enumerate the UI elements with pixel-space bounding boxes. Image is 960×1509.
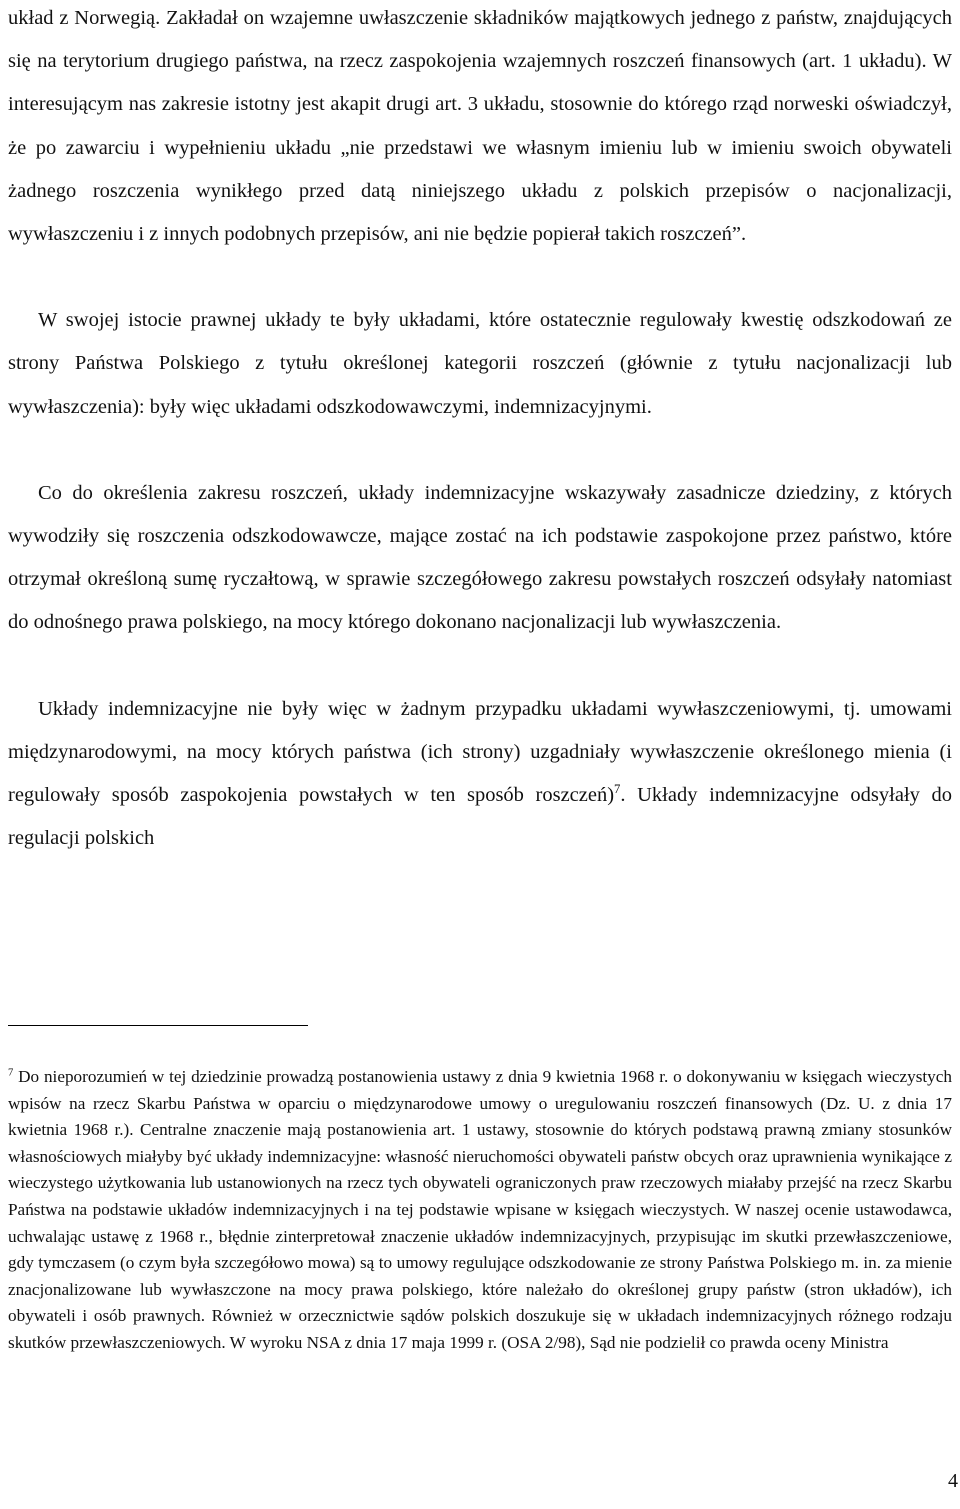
document-page [8,0,952,1352]
footnote-reference[interactable]: 7 [614,782,621,797]
paragraph-3: Co do określenia zakresu roszczeń, układy indemnizacyjne wskazywały zasadnicze dziedziny, z których wywodziły się roszczenia odszkodowawcze, mające zostać na ich podstawie zaspokojone przez państwo, które otrzymał określoną sumę ryczałtową, w sprawie szczegółowego zakresu powstałych roszczeń odsyłały natomiast do odnośnego prawa polskiego, na mocy którego dokonano nacjonalizacji lub wywłaszczenia. [8,481,952,634]
paragraph-4-text: Układy indemnizacyjne nie były więc w żadnym przypadku układami wywłaszczeniowymi, tj. umowami międzynarodowymi, na mocy których państwa (ich strony) uzgadniały wywłaszczenie określonego mienia (i regulowały sposób zaspokojenia powstałych w ten sposób roszczeń) [8,697,952,807]
paragraph-4 [8,688,952,861]
paragraph-2: W swojej istocie prawnej układy te były układami, które ostatecznie regulowały kwestię odszkodowań ze strony Państwa Polskiego z tytułu określonej kategorii roszczeń (głównie z tytułu nacjonalizacji lub wywłaszczenia): były więc układami odszkodowawczymi, indemnizacyjnymi. [8,309,952,418]
paragraph-1: układ z Norwegią. Zakładał on wzajemne uwłaszczenie składników majątkowych jednego z państw, znajdujących się na terytorium drugiego państwa, na rzecz zaspokojenia wzajemnych roszczeń finansowych (art. 1 układu). W interesującym nas zakresie istotny jest akapit drugi art. 3 układu, stosownie do którego rząd norweski oświadczył, że po zawarciu i wypełnieniu układu „nie przedstawi we własnym imieniu lub w imieniu swoich obywateli żadnego roszczenia wynikłego przed datą niniejszego układu z polskich przepisów o nacjonalizacji, wywłaszczeniu i z innych podobnych przepisów, ani nie będzie popierał takich roszczeń”. [8,7,952,246]
paragraph-4-continuation: . Układy indemnizacyjne odsyłały do regulacji polskich [8,784,952,850]
footnote-separator [8,1025,308,1026]
page-number: 4 [948,1470,958,1492]
footnote-text: Do nieporozumień w tej dziedzinie prowadzą postanowienia ustawy z dnia 9 kwietnia 1968 r. o dokonywaniu w księgach wieczystych wpisów na rzecz Skarbu Państwa w oparciu o międzynarodowe umowy o uregulowaniu roszczeń finansowych (Dz. U. z dnia 17 kwietnia 1968 r.). Centralne znaczenie mają postanowienia art. 1 ustawy, stosownie do których podstawą prawną zmiany stosunków własnościowych miałyby być układy indemnizacyjne: własność nieruchomości obywateli państw obcych oraz uprawnienia wynikające z wieczystego użytkowania lub ustanowionych na rzecz tych obywateli ograniczonych praw rzeczowych miałaby przejść na rzecz Skarbu Państwa na podstawie układów indemnizacyjnych i na tej podstawie wpisane w księgach wieczystych. W naszej ocenie ustawodawca, uchwalając ustawę z 1968 r., błędnie zinterpretował znaczenie układów indemnizacyjnych, przypisując im skutki przewłaszczeniowe, gdy tymczasem (o czym była szczegółowo mowa) są to umowy regulujące odszkodowanie ze strony Państwa Polskiego m. in. za mienie znacjonalizowane lub wywłaszczone na mocy prawa polskiego, które należało do określonej grupy państw (stron układów), ich obywateli i osób prawnych. Również w orzecznictwie sądów polskich doszukuje się w układach indemnizacyjnych różnego rodzaju skutków przewłaszczeniowych. W wyroku NSA z dnia 17 maja 1999 r. (OSA 2/98), Sąd nie podzielił co prawda oceny Ministra [8,1067,952,1352]
footnote-number: 7 [8,1067,14,1079]
footnote-7 [8,1064,952,1357]
